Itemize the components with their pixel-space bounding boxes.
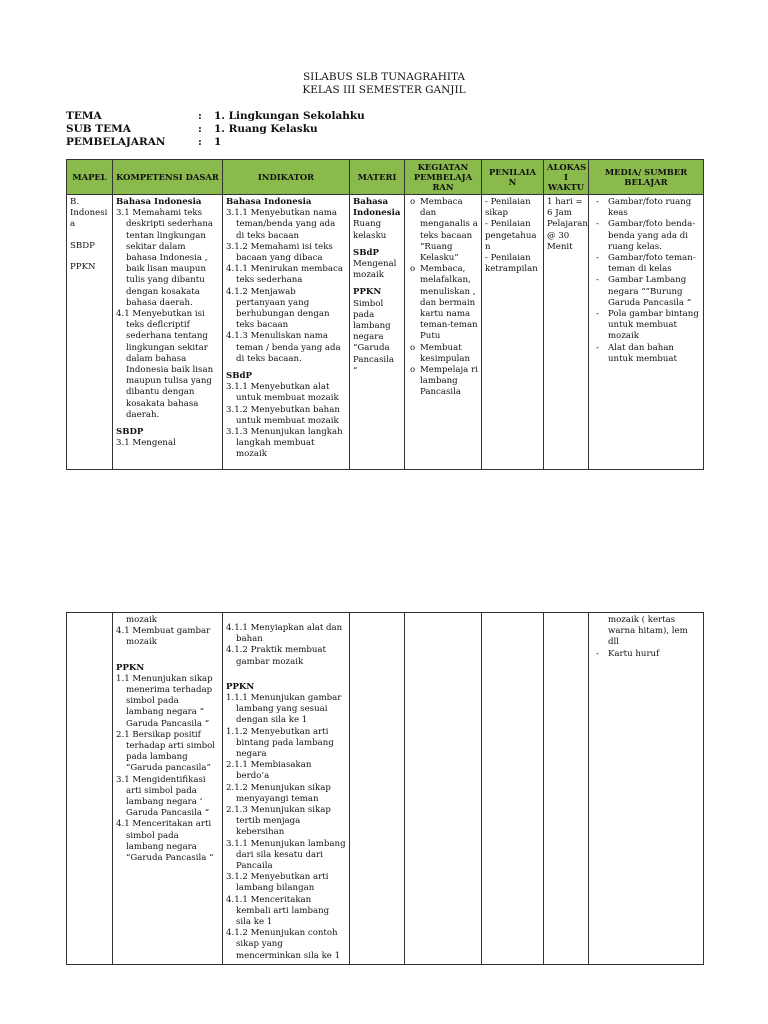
indikator-item: 1.1.2 Menyebutkan arti bintang pada lambang negara [226, 726, 337, 760]
header-penilaian: PENILAIA N [482, 160, 544, 195]
kegiatan-item: o Mempelaja ri lambang Pancasila [420, 365, 478, 399]
meta-key: PEMBELAJARAN [66, 136, 166, 148]
indikator-heading: SBdP [226, 371, 252, 382]
media-item: - Gambar/foto teman-teman di kelas [608, 253, 700, 275]
indikator-item: 3.1.1 Menunjukan lambang dari sila kesatu dari Pancaila [226, 838, 349, 872]
meta-colon: : [198, 136, 202, 148]
indikator-item: 3.1.1 Menyebutkan nama teman/benda yang ada di teks bacaan [226, 208, 340, 241]
indikator-item: 3.1.2 Menyebutkan arti lambang bilangan [226, 872, 332, 894]
indikator-item: 4.1.2 Menjawab pertanyaan yang berhubungan dengan teks bacaan [226, 286, 333, 331]
media-list [592, 649, 700, 660]
header-mapel: MAPEL [67, 160, 113, 195]
meta-pembelajaran [66, 136, 221, 148]
meta-key: SUB TEMA [66, 123, 131, 135]
indikator-item: 2.1.3 Menunjukan sikap tertib menjaga kebersihan [226, 805, 334, 838]
kegiatan-item: o Membuat kesimpulan [420, 343, 478, 365]
indikator-item: 4.1.1 Menceritakan kembali arti lambang sila ke 1 [226, 894, 332, 928]
kd-heading: Bahasa Indonesia [116, 197, 202, 207]
kd-item: 3.1 Mengidentifikasi arti simbol pada lambang negara ‘ Garuda Pancasila “ [116, 774, 210, 819]
indikator-item: 4.1.1 Menyiapkan alat dan bahan [226, 623, 345, 645]
cell-indikator [223, 195, 350, 470]
cell-media [589, 613, 704, 965]
media-item: - Gambar/foto ruang keas [608, 197, 700, 219]
indikator-item: 3.1.3 Menunjukan langkah langkah membuat mozaik [226, 427, 346, 460]
cell-penilaian [482, 195, 544, 470]
indikator-heading: PPKN [226, 681, 255, 692]
kd-item: 4.1 Menyebutkan isi teks deflcriptif sederhana tentang lingkungan sekitar dalam bahasa Indonesia baik lisan maupun tulisa yang dibantu dengan kosakata bahasa daerah. [116, 309, 216, 420]
header-kegiatan: KEGIATAN PEMBELAJA RAN [405, 160, 482, 195]
kd-item: 3.1 Mengenal [116, 438, 176, 449]
materi-heading: Bahasa Indonesia [353, 197, 401, 219]
materi-item: Mengenal mozaik [353, 259, 400, 281]
cell-materi [350, 195, 405, 470]
cell-alokasi-waktu [544, 195, 589, 470]
meta-tema [66, 110, 365, 122]
indikator-heading: Bahasa Indonesia [226, 197, 312, 207]
penilaian-item: - Penilaian pengetahua n [485, 219, 540, 252]
kd-heading: SBDP [116, 427, 144, 438]
materi-item: Simbol pada lambang negara “Garuda Pancasila “ [353, 298, 397, 376]
cell-alokasi-waktu [544, 613, 589, 965]
media-item: - Alat dan bahan untuk membuat [608, 343, 700, 365]
indikator-item: 2.1.2 Menunjukan sikap menyayangi teman [226, 782, 334, 804]
kegiatan-item: o Membaca, melafalkan, menuliskan , dan bermain kartu nama teman-teman Putu [420, 264, 478, 342]
indikator-item: 4.1.2 Menunjukan contoh sikap yang mencerminkan sila ke 1 [226, 928, 341, 961]
media-list [592, 197, 700, 365]
cell-penilaian [482, 613, 544, 965]
kd-item: 2.1 Bersikap positif terhadap arti simbol pada lambang “Garuda pancasila” [116, 729, 218, 774]
materi-heading: PPKN [353, 287, 382, 298]
header-materi: MATERI [350, 160, 405, 195]
meta-key: TEMA [66, 110, 102, 122]
materi-heading: SBdP [353, 247, 379, 258]
media-item: - Gambar Lambang negara “”Burung Garuda Pancasila “ [608, 275, 700, 309]
title-line-1: SILABUS SLB TUNAGRAHITA [302, 71, 466, 83]
table-row [67, 195, 704, 470]
kd-item: 4.1 Menceritakan arti simbol pada lambang negara “Garuda Pancasila “ [116, 819, 214, 864]
header-kompetensi-dasar: KOMPETENSI DASAR [113, 160, 223, 195]
media-item: - Kartu huruf [608, 649, 700, 660]
cell-kompetensi-dasar [113, 195, 223, 470]
cell-mapel [67, 195, 113, 470]
cell-materi [350, 613, 405, 965]
meta-value: 1. Ruang Kelasku [214, 123, 318, 135]
header-media-sumber: MEDIA/ SUMBER BELAJAR [589, 160, 704, 195]
header-indikator: INDIKATOR [223, 160, 350, 195]
table-row [67, 613, 704, 965]
kegiatan-list [408, 197, 478, 399]
cell-indikator [223, 613, 350, 965]
mapel-item: PPKN [70, 261, 96, 272]
materi-item: Ruang kelasku [353, 219, 387, 241]
cell-kegiatan [405, 613, 482, 965]
kd-heading: PPKN [116, 662, 145, 673]
indikator-item: 4.1.2 Praktik membuat gambar mozaik [226, 645, 329, 667]
kd-item: mozaik [126, 615, 157, 625]
media-item-continued: mozaik ( kertas warna hitam), lem dll [608, 615, 691, 648]
cell-kompetensi-dasar [113, 613, 223, 965]
cell-media [589, 195, 704, 470]
mapel-item: B. Indonesi a [70, 197, 111, 230]
indikator-item: 4.1.3 Menuliskan nama teman / benda yang ada di teks bacaan. [226, 331, 344, 364]
indikator-item: 1.1.1 Menunjukan gambar lambang yang sesuai dengan sila ke 1 [226, 693, 345, 726]
kd-item: 1.1 Menunjukan sikap menerima terhadap simbol pada lambang negara “ Garuda Pancasila “ [116, 673, 216, 729]
cell-kegiatan [405, 195, 482, 470]
penilaian-item: - Penilaian sikap [485, 197, 534, 219]
meta-value: 1. Lingkungan Sekolahku [214, 110, 365, 122]
meta-colon: : [198, 110, 202, 122]
meta-colon: : [198, 123, 202, 135]
kd-item: 4.1 Membuat gambar mozaik [116, 626, 214, 648]
cell-mapel [67, 613, 113, 965]
penilaian-item: - Penilaian ketrampilan [485, 253, 538, 275]
indikator-item: 3.1.2 Memahami isi teks bacaan yang dibaca [226, 241, 336, 264]
meta-value: 1 [214, 136, 222, 148]
title-line-2: KELAS III SEMESTER GANJIL [302, 84, 466, 96]
media-item: - Gambar/foto benda-benda yang ada di ruang kelas. [608, 219, 700, 253]
mapel-item: SBDP [70, 240, 95, 251]
syllabus-table-page-1 [66, 159, 704, 470]
syllabus-table-page-2 [66, 612, 704, 965]
kd-item: 3.1 Memahami teks deskripti sederhana tentan lingkungan sekitar dalam bahasa Indonesia , baik lisan maupun tulis yang dibantu dengan kosakata bahasa daerah. [116, 208, 216, 308]
indikator-item: 4.1.1 Menirukan membaca teks sederhana [226, 264, 346, 286]
media-item: - Pola gambar bintang untuk membuat mozaik [608, 309, 700, 343]
alokasi-text: 1 hari = 6 Jam Pelajaran @ 30 Menit [547, 197, 591, 252]
indikator-item: 2.1.1 Membiasakan berdo’a [226, 760, 315, 782]
header-row [67, 160, 704, 195]
meta-subtema [66, 123, 318, 135]
indikator-item: 3.1.1 Menyebutkan alat untuk membuat mozaik [226, 382, 339, 404]
header-alokasi-waktu: ALOKAS I WAKTU [544, 160, 589, 195]
kegiatan-item: o Membaca dan menganalis a teks bacaan “Ruang Kelasku” [420, 197, 478, 264]
indikator-item: 3.1.2 Menyebutkan bahan untuk membuat mozaik [226, 404, 343, 426]
